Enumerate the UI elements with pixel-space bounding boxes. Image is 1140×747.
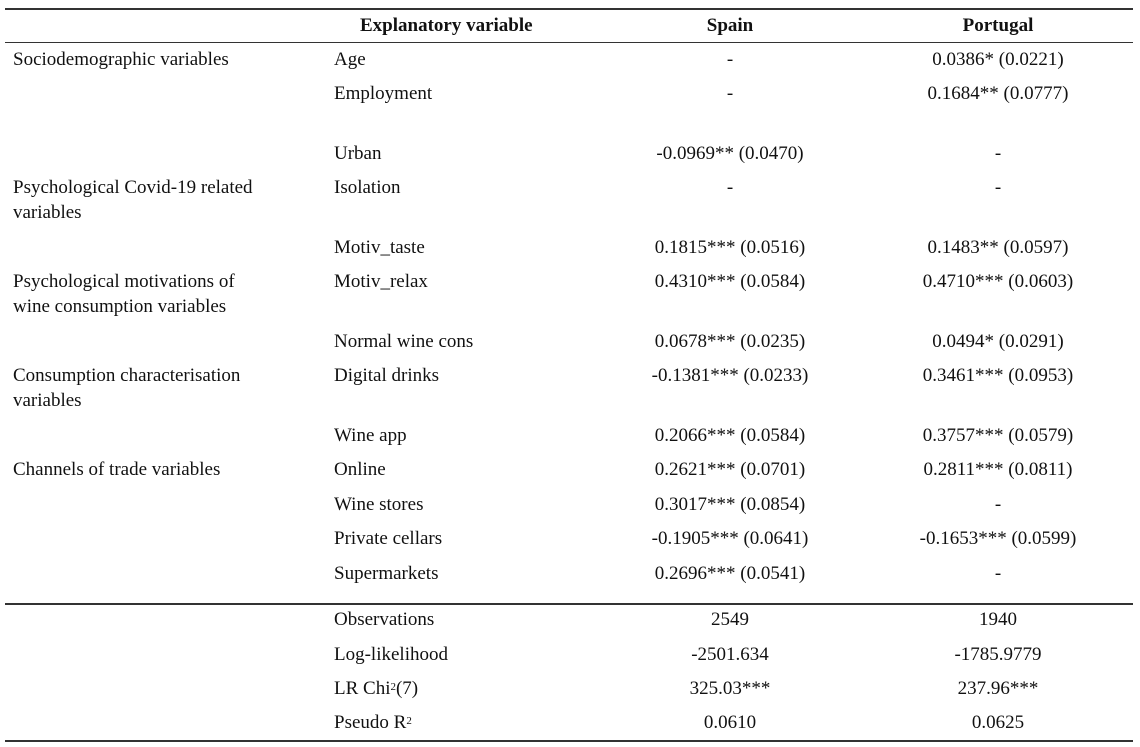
category-psych-covid-line1: Psychological Covid-19 related bbox=[13, 177, 253, 198]
value-spain-digital-drinks: -0.1381*** (0.0233) bbox=[651, 365, 809, 386]
value-portugal-online: 0.2811*** (0.0811) bbox=[923, 459, 1073, 480]
row-label-log-likelihood: Log-likelihood bbox=[334, 644, 448, 665]
pseudo-r-text: Pseudo R bbox=[334, 712, 407, 733]
row-label-online: Online bbox=[334, 459, 386, 480]
value-portugal-lr-chi: 237.96*** bbox=[957, 678, 1039, 699]
row-label-digital-drinks: Digital drinks bbox=[334, 365, 440, 386]
row-label-age: Age bbox=[334, 49, 366, 70]
value-portugal-employment: 0.1684** (0.0777) bbox=[927, 83, 1069, 104]
value-portugal-digital-drinks: 0.3461*** (0.0953) bbox=[922, 365, 1074, 386]
value-spain-age: - bbox=[726, 49, 734, 70]
value-portugal-wine-app: 0.3757*** (0.0579) bbox=[922, 425, 1074, 446]
row-label-observations: Observations bbox=[334, 609, 435, 630]
value-spain-online: 0.2621*** (0.0701) bbox=[654, 459, 806, 480]
value-portugal-observations: 1940 bbox=[979, 609, 1017, 630]
value-portugal-wine-stores: - bbox=[994, 494, 1002, 515]
value-spain-pseudo-r: 0.0610 bbox=[703, 712, 757, 733]
value-portugal-log-likelihood: -1785.9779 bbox=[954, 644, 1042, 665]
value-spain-motiv-taste: 0.1815*** (0.0516) bbox=[654, 237, 806, 258]
row-label-normal-wine-cons: Normal wine cons bbox=[334, 331, 474, 352]
lr-chi-suffix: (7) bbox=[395, 678, 419, 699]
header-spain: Spain bbox=[706, 15, 754, 36]
header-portugal: Portugal bbox=[962, 15, 1034, 36]
value-portugal-normal-wine-cons: 0.0494* (0.0291) bbox=[932, 331, 1064, 352]
value-spain-log-likelihood: -2501.634 bbox=[691, 644, 769, 665]
value-spain-private-cellars: -0.1905*** (0.0641) bbox=[651, 528, 809, 549]
category-consumption-line1: Consumption characterisation bbox=[13, 365, 241, 386]
top-rule bbox=[5, 8, 1133, 10]
lr-chi-superscript: 2 bbox=[390, 681, 396, 693]
stats-separator-rule bbox=[5, 603, 1133, 605]
value-portugal-private-cellars: -0.1653*** (0.0599) bbox=[919, 528, 1077, 549]
row-label-lr-chi bbox=[334, 677, 418, 701]
category-psych-motiv-line1: Psychological motivations of bbox=[13, 271, 235, 292]
category-consumption-line2: variables bbox=[13, 390, 82, 411]
row-label-wine-app: Wine app bbox=[334, 425, 407, 446]
category-sociodemographic: Sociodemographic variables bbox=[13, 49, 229, 70]
row-label-wine-stores: Wine stores bbox=[334, 494, 424, 515]
value-spain-urban: -0.0969** (0.0470) bbox=[656, 143, 804, 164]
pseudo-r-superscript: 2 bbox=[406, 715, 412, 727]
value-spain-motiv-relax: 0.4310*** (0.0584) bbox=[654, 271, 806, 292]
value-spain-isolation: - bbox=[726, 177, 734, 198]
header-explanatory-variable: Explanatory variable bbox=[360, 15, 533, 36]
value-spain-wine-stores: 0.3017*** (0.0854) bbox=[654, 494, 806, 515]
row-label-private-cellars: Private cellars bbox=[334, 528, 443, 549]
value-portugal-isolation: - bbox=[994, 177, 1002, 198]
row-label-employment: Employment bbox=[334, 83, 433, 104]
value-portugal-age: 0.0386* (0.0221) bbox=[932, 49, 1064, 70]
value-portugal-motiv-relax: 0.4710*** (0.0603) bbox=[922, 271, 1074, 292]
row-label-supermarkets: Supermarkets bbox=[334, 563, 439, 584]
value-spain-employment: - bbox=[726, 83, 734, 104]
category-psych-motiv-line2: wine consumption variables bbox=[13, 296, 227, 317]
value-portugal-urban: - bbox=[994, 143, 1002, 164]
category-channels: Channels of trade variables bbox=[13, 459, 221, 480]
row-label-motiv-relax: Motiv_relax bbox=[334, 271, 428, 292]
value-spain-lr-chi: 325.03*** bbox=[689, 678, 771, 699]
category-psych-covid-line2: variables bbox=[13, 202, 82, 223]
value-spain-supermarkets: 0.2696*** (0.0541) bbox=[654, 563, 806, 584]
header-rule bbox=[5, 42, 1133, 43]
row-label-motiv-taste: Motiv_taste bbox=[334, 237, 425, 258]
value-spain-wine-app: 0.2066*** (0.0584) bbox=[654, 425, 806, 446]
lr-chi-text: LR Chi bbox=[334, 678, 391, 699]
row-label-urban: Urban bbox=[334, 143, 382, 164]
row-label-isolation: Isolation bbox=[334, 177, 401, 198]
row-label-pseudo-r bbox=[334, 711, 412, 735]
value-portugal-motiv-taste: 0.1483** (0.0597) bbox=[927, 237, 1069, 258]
value-spain-normal-wine-cons: 0.0678*** (0.0235) bbox=[654, 331, 806, 352]
value-portugal-supermarkets: - bbox=[994, 563, 1002, 584]
bottom-rule bbox=[5, 740, 1133, 742]
value-spain-observations: 2549 bbox=[711, 609, 749, 630]
value-portugal-pseudo-r: 0.0625 bbox=[971, 712, 1025, 733]
